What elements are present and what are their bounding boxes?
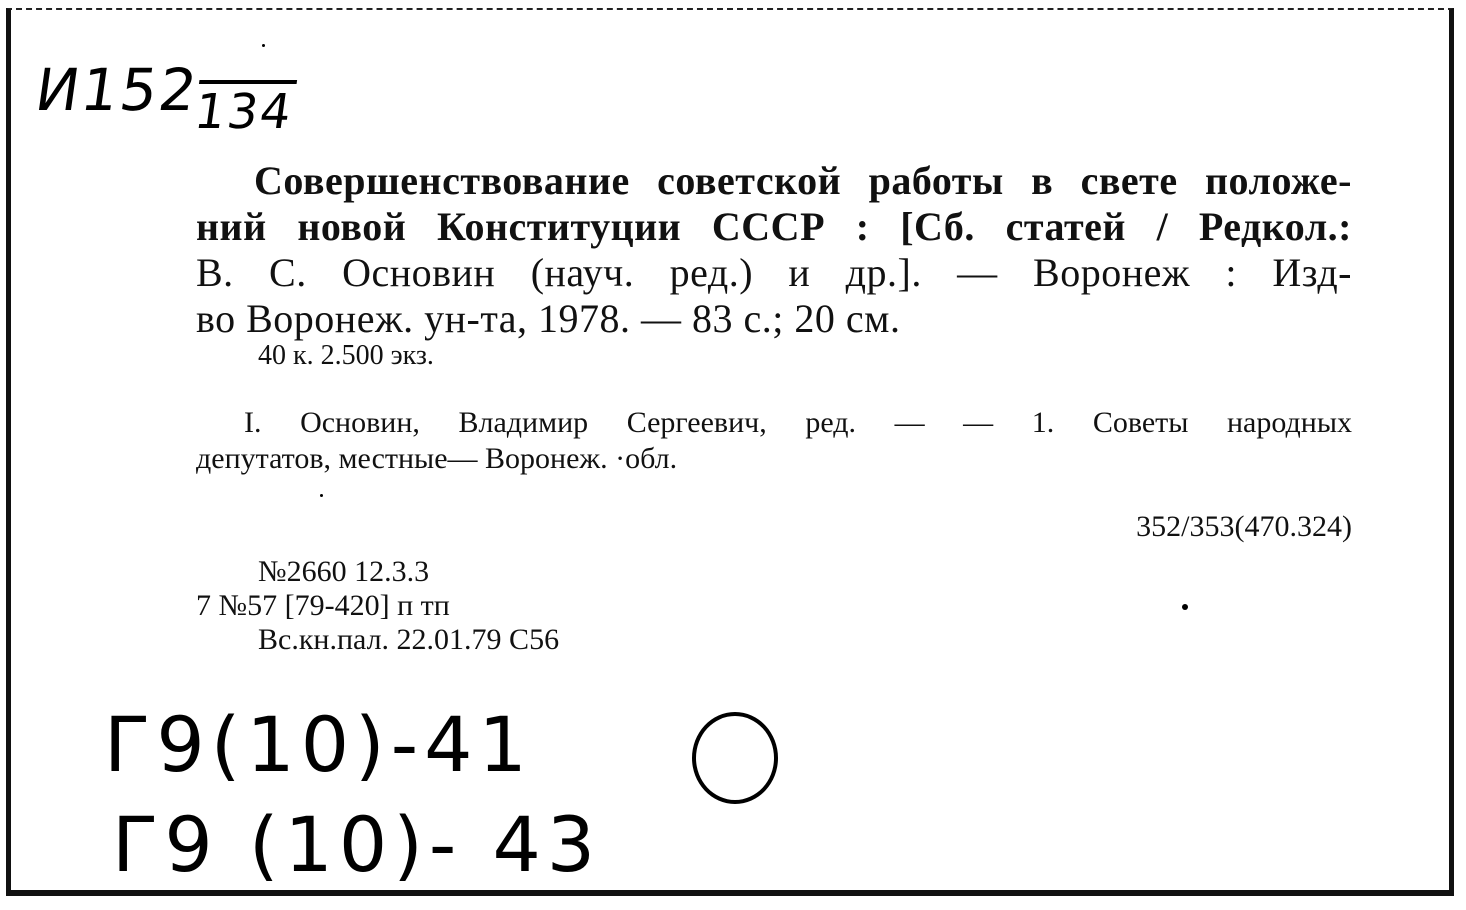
print-info-line-1: №2660 12.3.3 [258,555,430,588]
ink-speck [320,494,323,497]
ink-speck [262,44,265,47]
call-number-main: И152 [31,56,203,124]
handwritten-code-2: Г9 (10)- 43 [112,800,602,889]
bibliographic-description [196,158,1352,342]
print-info-line-2: 7 №57 [79-420] п тп [196,589,450,622]
description-line-4: во Воронеж. ун-та, 1978. — 83 с.; 20 см. [196,296,901,341]
circle-mark-icon [692,712,778,804]
description-line-3: В. С. Основин (науч. ред.) и др.]. — Воронеж : Изд- [196,250,1352,295]
tracings-line-2: депутатов, местные— Воронеж. ·обл. [196,442,678,475]
handwritten-code-1: Г9(10)-41 [104,700,533,789]
handwritten-call-number [31,56,300,140]
tracings-line-1: I. Основин, Владимир Сергеевич, ред. — — 1. Советы народных [244,406,1352,439]
description-line-2: ний новой Конституции СССР : [Сб. статей / Редкол.: [196,204,1352,249]
ink-speck [1182,604,1188,610]
classification-index: 352/353(470.324) [1136,510,1352,543]
call-number-sub: 134 [191,84,297,140]
price-edition: 40 к. 2.500 экз. [258,340,434,371]
tracings [196,405,1352,477]
description-line-1: Совершенствование советской работы в свете положе- [254,158,1352,203]
print-info-line-3: Вс.кн.пал. 22.01.79 С56 [258,623,560,656]
